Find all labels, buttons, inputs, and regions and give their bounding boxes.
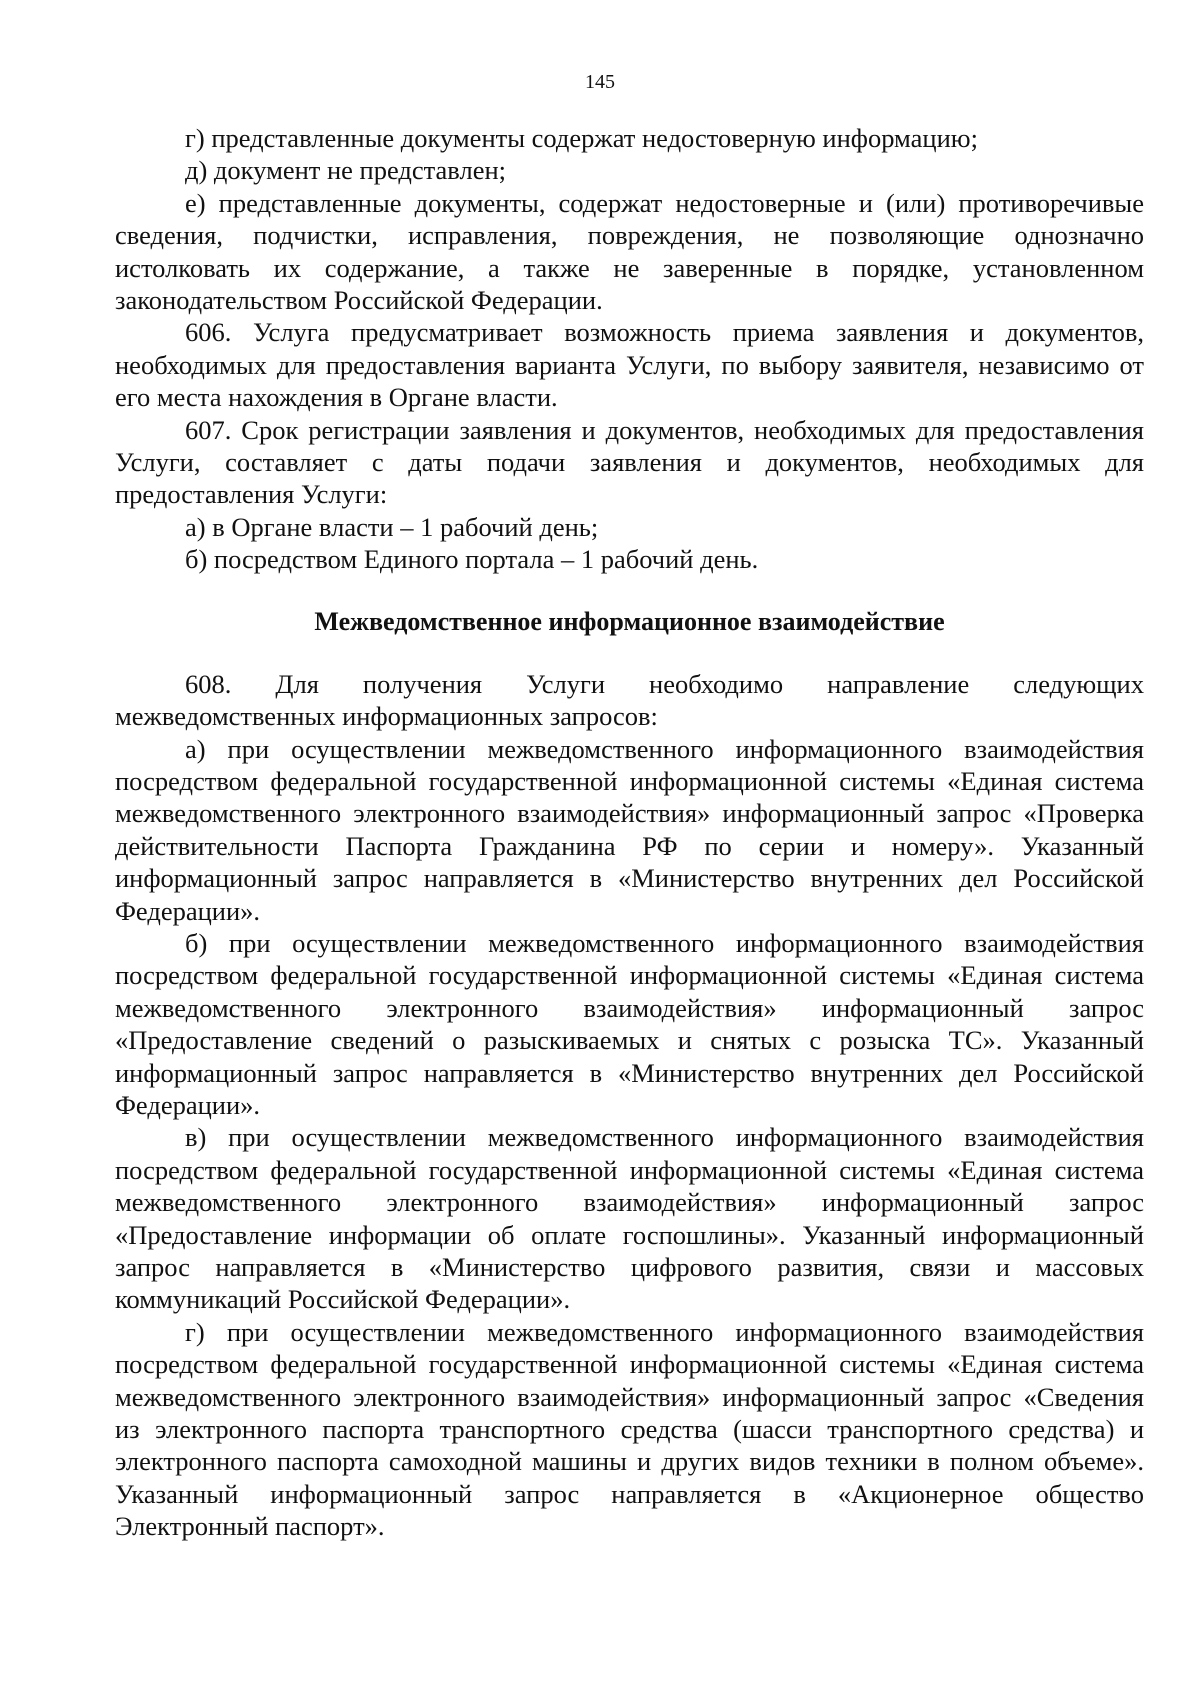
paragraph-item-e-contradictory-info: е) представленные документы, содержат недостоверные и (или) противоречивые сведения, подчистки, исправления, повреждения, не позволяющие однозначно истолковать их содержание, а также не заверенные в порядке, установленном законодательством Российской Федерации.: [115, 187, 1144, 316]
paragraph-606: 606. Услуга предусматривает возможность приема заявления и документов, необходимых для предоставления варианта Услуги, по выбору заявителя, независимо от его места нахождения в Органе власти.: [115, 317, 1144, 413]
paragraph-608-b: б) при осуществлении межведомственного информационного взаимодействия посредством федеральной государственной информационной системы «Единая система межведомственного электронного взаимодействия» информационный запрос «Предоставление сведений о разыскиваемых и снятых с розыска ТС». Указанный информационный запрос направляется в «Министерство внутренних дел Российской Федерации».: [115, 927, 1144, 1120]
paragraph-item-g-unreliable-info: г) представленные документы содержат недостоверную информацию;: [185, 123, 978, 153]
paragraph-607: 607. Срок регистрации заявления и документов, необходимых для предоставления Услуги, составляет с даты подачи заявления и документов, необходимых для предоставления Услуги:: [115, 414, 1144, 510]
section-heading: Межведомственное информационное взаимодействие: [314, 606, 945, 636]
paragraph-607-b: б) посредством Единого портала – 1 рабочий день.: [185, 544, 759, 575]
paragraph-608: 608. Для получения Услуги необходимо направление следующих межведомственных информационных запросов:: [115, 668, 1144, 732]
paragraph-608-g: г) при осуществлении межведомственного информационного взаимодействия посредством федеральной государственной информационной системы «Единая система межведомственного электронного взаимодействия» информационный запрос «Сведения из электронного паспорта транспортного средства (шасси транспортного средства) и электронного паспорта самоходной машины и других видов техники в полном объеме». Указанный информационный запрос направляется в «Акционерное общество Электронный паспорт».: [115, 1316, 1144, 1542]
paragraph-607-a: а) в Органе власти – 1 рабочий день;: [185, 511, 599, 542]
paragraph-608-v: в) при осуществлении межведомственного информационного взаимодействия посредством федеральной государственной информационной системы «Единая система межведомственного электронного взаимодействия» информационный запрос «Предоставление информации об оплате госпошлины». Указанный информационный запрос направляется в «Министерство цифрового развития, связи и массовых коммуникаций Российской Федерации».: [115, 1122, 1144, 1315]
paragraph-item-d-missing-document: д) документ не представлен;: [185, 155, 507, 186]
document-body: [115, 122, 1144, 1543]
paragraph-608-a: а) при осуществлении межведомственного информационного взаимодействия посредством федеральной государственной информационной системы «Единая система межведомственного электронного взаимодействия» информационный запрос «Проверка действительности Паспорта Гражданина РФ по серии и номеру». Указанный информационный запрос направляется в «Министерство внутренних дел Российской Федерации».: [115, 733, 1144, 926]
page-number: 145: [585, 71, 615, 93]
